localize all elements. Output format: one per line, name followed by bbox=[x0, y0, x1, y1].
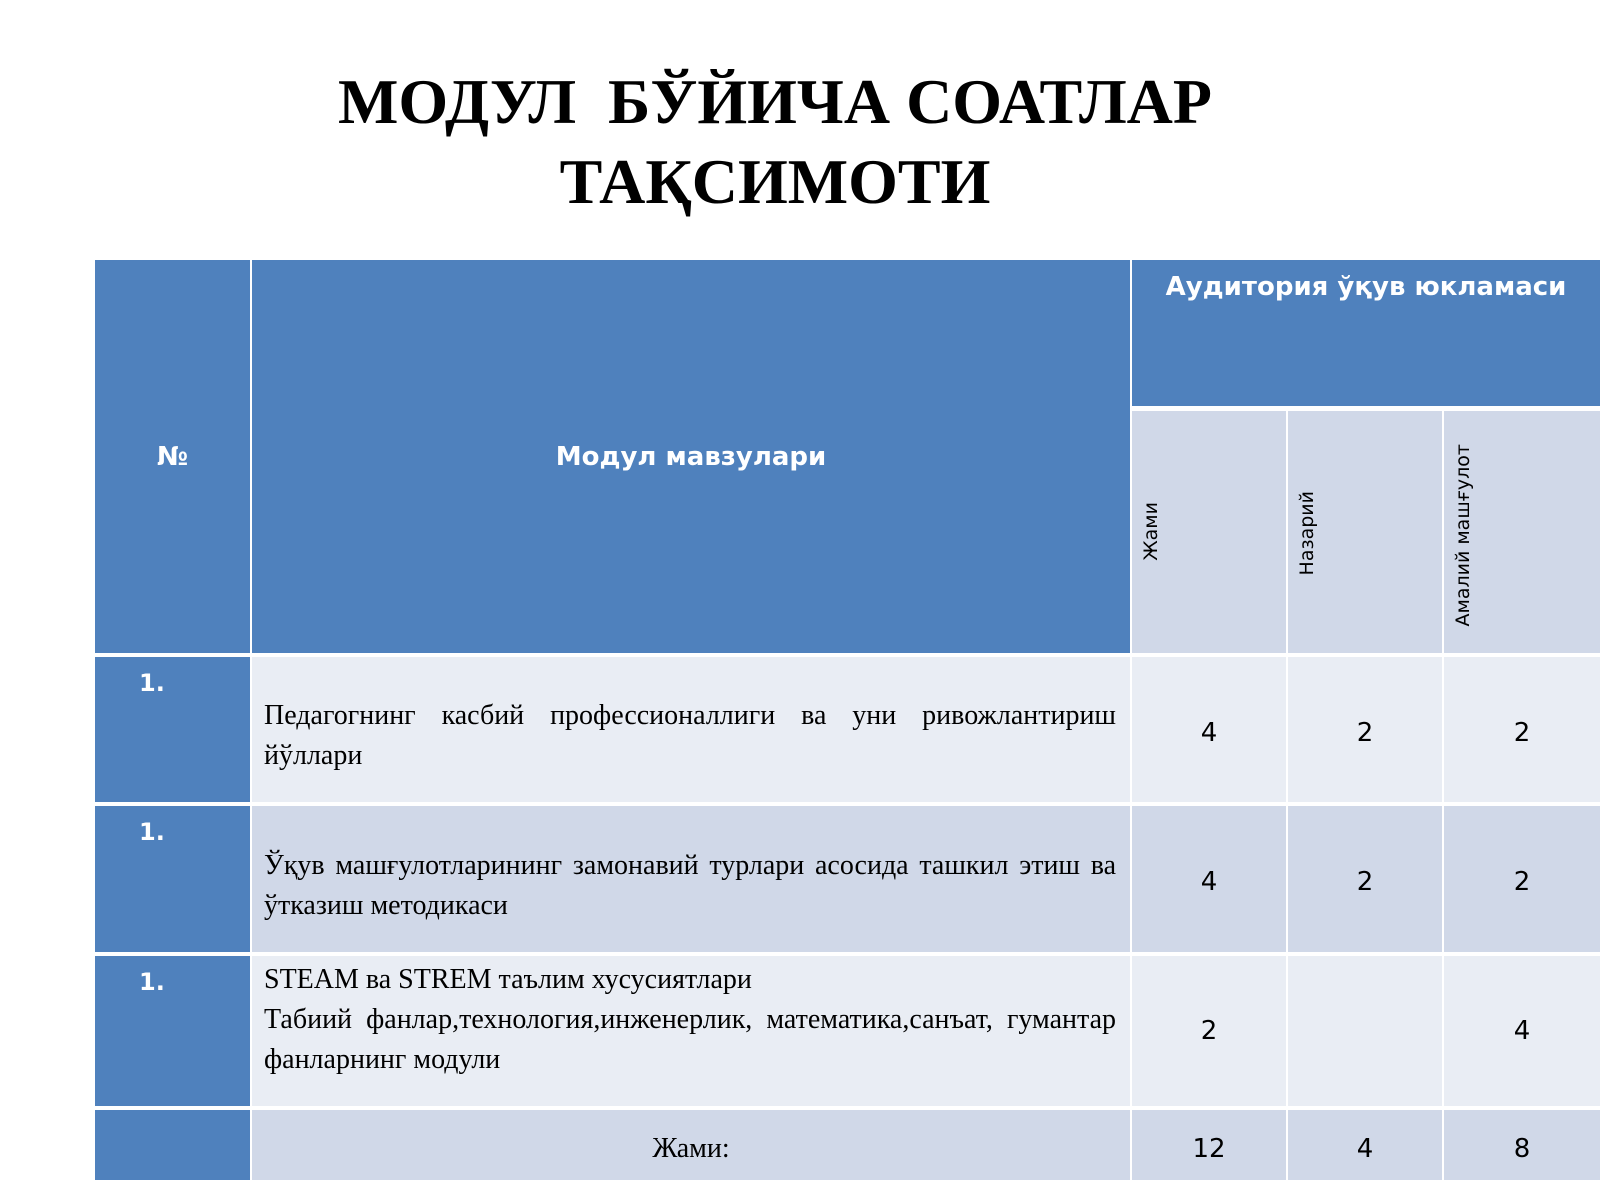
row-3-topic-line-2: Табиий фанлар,технология,инженерлик, математика,санъат, гумантар фанларнинг модули bbox=[264, 1004, 1116, 1075]
row-1-topic-line-1: Педагогнинг касбий профессионаллиги ва уни ривожлантириш йўллари bbox=[264, 699, 1116, 771]
row-2-total: 4 bbox=[1132, 806, 1286, 952]
header-theory-label: Назарий bbox=[1296, 490, 1318, 575]
row-1-total: 4 bbox=[1132, 657, 1286, 802]
slide-title-line-2: ТАҚСИМОТИ bbox=[559, 146, 991, 217]
header-auditorium bbox=[1132, 260, 1600, 406]
row-1-number: 1. bbox=[95, 657, 250, 802]
row-3-total: 2 bbox=[1132, 956, 1286, 1106]
header-practice bbox=[1444, 411, 1600, 653]
row-2-topic bbox=[252, 806, 1130, 952]
footer-label: Жами: bbox=[252, 1110, 1130, 1180]
footer-total: 12 bbox=[1132, 1110, 1286, 1180]
row-2-number: 1. bbox=[95, 806, 250, 952]
slide-title bbox=[0, 62, 1550, 222]
row-2-topic-line-1: Ўқув машғулотларининг замонавий турлари асосида ташкил этиш ва ўтказиш методикаси bbox=[264, 850, 1116, 921]
header-practice-label: Амалий машғулот bbox=[1452, 444, 1474, 627]
row-2-theory: 2 bbox=[1288, 806, 1442, 952]
header-auditorium-label: Аудитория ўқув юкламаси bbox=[1165, 272, 1567, 302]
header-theory bbox=[1288, 411, 1442, 653]
footer-practice: 8 bbox=[1444, 1110, 1600, 1180]
header-number bbox=[95, 260, 250, 653]
row-3-number: 1. bbox=[95, 956, 250, 1106]
row-3-practice: 4 bbox=[1444, 956, 1600, 1106]
slide-title-line-1: МОДУЛ БЎЙИЧА СОАТЛАР bbox=[338, 66, 1212, 137]
footer-theory: 4 bbox=[1288, 1110, 1442, 1180]
header-topics bbox=[252, 260, 1130, 653]
row-2-practice: 2 bbox=[1444, 806, 1600, 952]
row-3-topic bbox=[252, 956, 1130, 1106]
row-1-topic bbox=[252, 657, 1130, 802]
header-topics-label: Модул мавзулари bbox=[555, 441, 827, 472]
footer-number bbox=[95, 1110, 250, 1180]
row-1-theory: 2 bbox=[1288, 657, 1442, 802]
header-total bbox=[1132, 411, 1286, 653]
header-total-label: Жами bbox=[1140, 502, 1162, 561]
header-number-label: № bbox=[156, 441, 189, 472]
row-3-theory bbox=[1288, 956, 1442, 1106]
row-1-practice: 2 bbox=[1444, 657, 1600, 802]
row-3-topic-line-1: STEAM ва STREM таълим хусусиятлари bbox=[264, 964, 752, 995]
